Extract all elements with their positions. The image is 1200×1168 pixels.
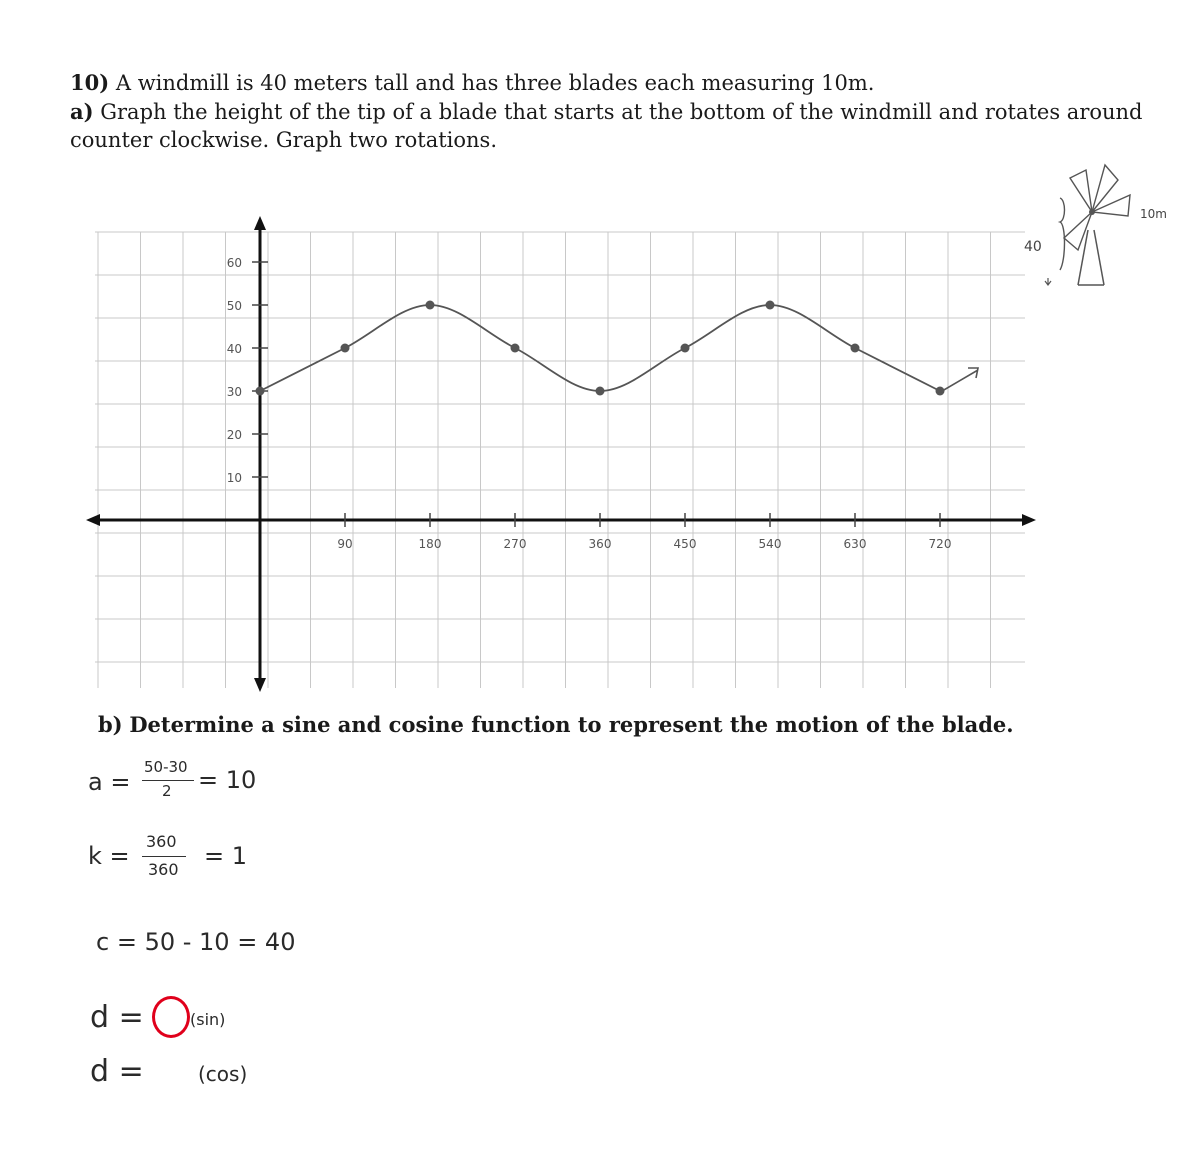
windmill-blades — [1064, 165, 1130, 250]
question-intro-text: A windmill is 40 meters tall and has three blades each measuring 10m. — [115, 71, 875, 95]
c-work: c = 50 - 10 = 40 — [96, 928, 296, 956]
x-tick-label: 720 — [928, 537, 952, 551]
axes — [86, 216, 1036, 692]
part-a-label: a) — [70, 99, 94, 124]
x-tick-label: 360 — [588, 537, 612, 551]
x-tick-label: 180 — [418, 537, 442, 551]
k-result: = 1 — [204, 842, 248, 870]
continuation-arrow — [937, 368, 978, 394]
height-bracket — [1060, 198, 1065, 270]
a-denominator: 2 — [162, 782, 172, 800]
k-denominator: 360 — [148, 860, 179, 879]
x-tick-label: 270 — [503, 537, 527, 551]
part-a-text: Graph the height of the tip of a blade that starts at the bottom of the windmill and rotates around — [100, 100, 1143, 124]
part-b-line — [98, 710, 1014, 740]
x-axis-arrow-right — [1022, 514, 1036, 526]
data-point — [851, 344, 860, 353]
x-axis-arrow-left — [86, 514, 100, 526]
a-result: = 10 — [198, 766, 257, 794]
data-points — [256, 301, 945, 396]
data-point — [766, 301, 775, 310]
x-tick-label: 450 — [673, 537, 697, 551]
x-tick-label: 630 — [843, 537, 867, 551]
height-arrow — [1045, 278, 1051, 285]
windmill-hub — [1089, 209, 1095, 215]
windmill-sketch — [1000, 150, 1200, 290]
k-numerator: 360 — [146, 832, 177, 851]
windmill-height-label: 40 — [1024, 239, 1042, 255]
part-b-label: b) — [98, 712, 123, 737]
tick-marks — [252, 262, 940, 527]
x-tick-label: 540 — [758, 537, 782, 551]
y-tick-label: 40 — [226, 342, 242, 356]
y-axis-arrow-down — [254, 678, 266, 692]
blank-circle-icon — [152, 996, 190, 1038]
data-point — [341, 344, 350, 353]
part-b-text: Determine a sine and cosine function to represent the motion of the blade. — [129, 712, 1014, 737]
x-tick-label: 90 — [337, 537, 353, 551]
y-tick-label: 50 — [226, 299, 242, 313]
y-tick-label: 30 — [226, 385, 242, 399]
data-point — [681, 344, 690, 353]
y-tick-label: 10 — [226, 471, 242, 485]
d-sin-function: (sin) — [190, 1010, 226, 1029]
a-lhs: a = — [88, 768, 131, 796]
data-point — [596, 387, 605, 396]
y-axis-arrow-up — [254, 216, 266, 230]
d-cos-function: (cos) — [198, 1062, 248, 1086]
d-sin-lhs: d = — [90, 1000, 144, 1035]
a-fraction-bar — [142, 780, 194, 781]
y-tick-label: 60 — [226, 256, 242, 270]
question-number: 10) — [70, 70, 110, 95]
a-numerator: 50-30 — [144, 758, 188, 776]
data-point — [426, 301, 435, 310]
blade-length-label: 10m — [1140, 207, 1167, 221]
data-point — [256, 387, 265, 396]
d-cos-lhs: d = — [90, 1054, 144, 1089]
data-point — [511, 344, 520, 353]
k-lhs: k = — [88, 842, 130, 870]
y-tick-label: 20 — [226, 428, 242, 442]
k-fraction-bar — [142, 856, 186, 857]
part-a-line2: counter clockwise. Graph two rotations. — [70, 128, 498, 152]
